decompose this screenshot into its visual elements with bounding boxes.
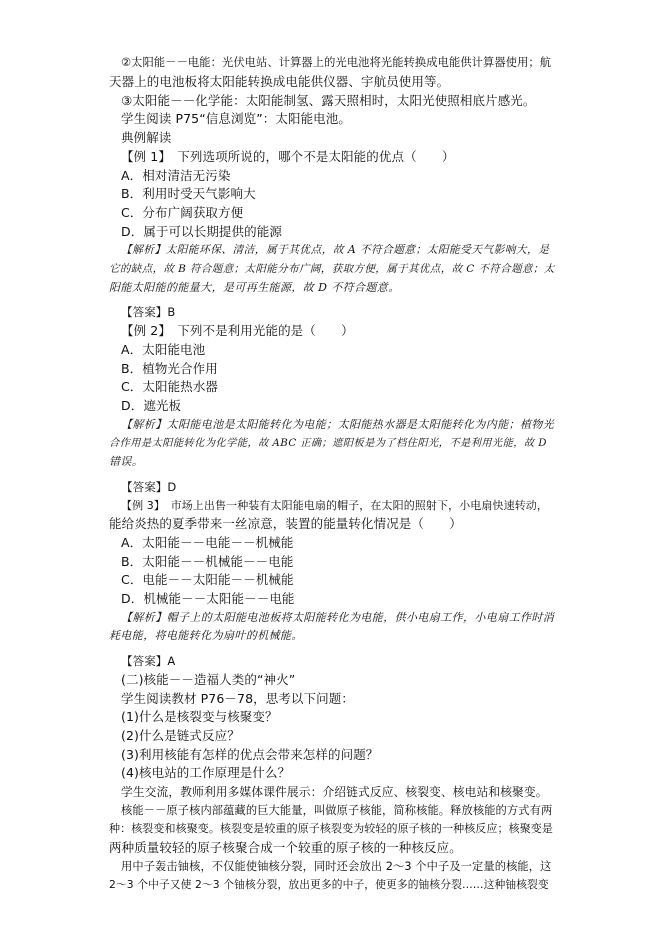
text-line: 学生阅读教材 P76－78，思考以下问题： <box>121 691 354 706</box>
option-d: D．属于可以长期提供的能源 <box>121 224 282 239</box>
option-a: A．相对清洁无污染 <box>121 168 231 183</box>
text-line: ②太阳能－－电能：光伏电站、计算器上的光电池将光能转换成电能供计算器使用；航 <box>121 56 552 69</box>
text-line: 两种质量较轻的原子核聚合成一个较重的原子核的一种核反应。 <box>109 840 462 855</box>
answer: 【答案】D <box>121 480 177 494</box>
text-line: ③太阳能－－化学能：太阳能制氢、露天照相时，太阳光使照相底片感光。 <box>121 93 536 108</box>
text-line: 用中子轰击铀核，不仅能使铀核分裂，同时还会放出 2～3 个中子及一定量的核能，这 <box>121 860 552 873</box>
example-question: 【例 2】 下列不是利用光能的是（ ） <box>121 323 354 338</box>
answer: 【答案】B <box>121 305 176 319</box>
explanation-line: 耗电能，将电能转化为扇叶的机械能。 <box>109 629 303 642</box>
question-item: (3)利用核能有怎样的优点会带来怎样的问题？ <box>121 747 379 762</box>
option-c: C．分布广阔获取方便 <box>121 205 244 220</box>
example-question: 【例 1】 下列选项所说的，哪个不是太阳能的优点（ ） <box>121 149 455 164</box>
explanation-line: 阳能太阳能的能量大，是可再生能源，故 D 不符合题意。 <box>109 281 400 294</box>
example-question: 能给炎热的夏季带来一丝凉意，装置的能量转化情况是（ ） <box>109 516 462 531</box>
option-d: D．机械能－－太阳能－－电能 <box>121 591 295 606</box>
example-question: 【例 3】 市场上出售一种装有太阳能电扇的帽子，在太阳的照射下，小电扇快速转动， <box>121 499 548 512</box>
answer: 【答案】A <box>121 654 176 668</box>
option-b: B．利用时受天气影响大 <box>121 186 256 201</box>
option-b: B．植物光合作用 <box>121 361 218 376</box>
option-c: C．太阳能热水器 <box>121 379 219 394</box>
explanation-line: 它的缺点，故 B 符合题意；太阳能分布广阔，获取方便，属于其优点，故 C 不符合题意；太 <box>109 263 555 275</box>
explanation-line: 合作用是太阳能转化为化学能，故 ABC 正确；遮阳板是为了档住阳光，不是利用光能，故 D <box>109 437 547 449</box>
question-item: (4)核电站的工作原理是什么？ <box>121 765 291 780</box>
option-d: D．遮光板 <box>121 398 182 413</box>
option-a: A．太阳能－－电能－－机械能 <box>121 535 294 550</box>
question-item: (2)什么是链式反应？ <box>121 728 240 743</box>
question-item: (1)什么是核裂变与核聚变？ <box>121 709 278 724</box>
explanation-line: 【解析】太阳能环保、清洁，属于其优点，故 A 不符合题意；太阳能受天气影响大，是 <box>121 243 550 256</box>
explanation-line: 【解析】太阳能电池是太阳能转化为电能；太阳能热水器是太阳能转化为内能；植物光 <box>121 418 555 431</box>
option-b: B．太阳能－－机械能－－电能 <box>121 554 294 569</box>
option-a: A．太阳能电池 <box>121 342 206 357</box>
explanation-line: 【解析】帽子上的太阳能电池板将太阳能转化为电能，供小电扇工作，小电扇工作时消 <box>121 611 555 624</box>
section-heading: (二)核能－－造福人类的“神火” <box>121 672 296 687</box>
text-line: 核能－－原子核内部蕴藏的巨大能量，叫做原子核能，简称核能。释放核能的方式有两 <box>121 804 553 817</box>
text-line: 天器上的电池板将太阳能转换成电能供仪器、宇航员使用等。 <box>109 74 450 89</box>
explanation-line: 错误。 <box>109 455 144 468</box>
section-heading: 典例解读 <box>121 130 172 145</box>
text-line: 种：核裂变和核聚变。核裂变是较重的原子核裂变为较轻的原子核的一种核反应；核聚变是 <box>109 822 553 835</box>
option-c: C．电能－－太阳能－－机械能 <box>121 572 294 587</box>
text-line: 学生阅读 P75“信息浏览”：太阳能电池。 <box>121 111 351 126</box>
text-line: 2～3 个中子又使 2～3 个铀核分裂，放出更多的中子，使更多的铀核分裂……这种铀核裂变 <box>109 878 549 891</box>
text-line: 学生交流，教师利用多媒体课件展示：介绍链式反应、核裂变、核电站和核聚变。 <box>121 785 548 799</box>
